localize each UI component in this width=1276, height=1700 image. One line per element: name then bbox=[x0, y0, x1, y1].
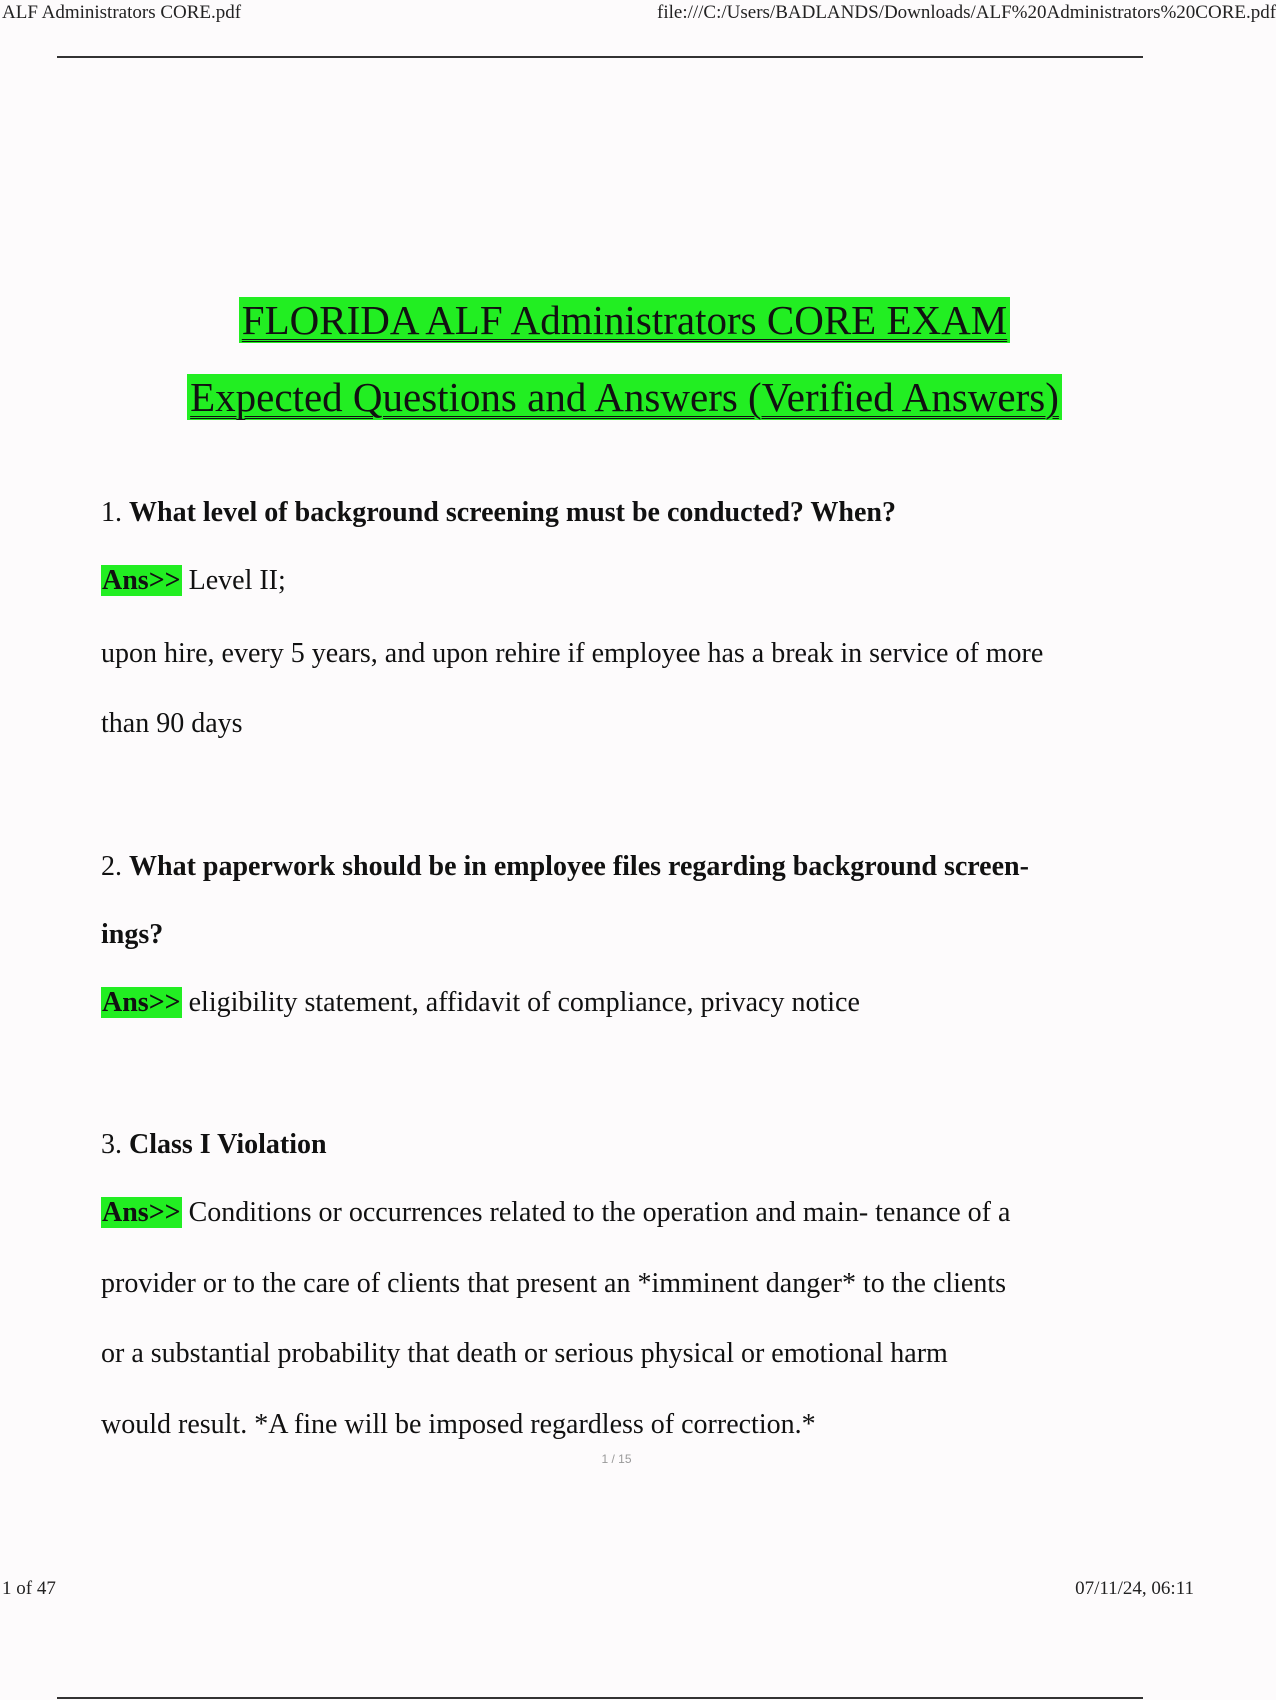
answer-line: than 90 days bbox=[101, 708, 243, 739]
document-title bbox=[0, 293, 1249, 347]
question-number: 2. bbox=[101, 851, 122, 882]
answer-label: Ans>> bbox=[102, 1197, 181, 1228]
answer-line: provider or to the care of clients that present an *imminent danger* to the clients bbox=[101, 1268, 1007, 1299]
document-subtitle-text: Expected Questions and Answers (Verified Answers) bbox=[187, 374, 1062, 420]
answer-text: Conditions or occurrences related to the operation and main- tenance of a bbox=[181, 1197, 1011, 1228]
print-footer-page: 1 of 47 bbox=[2, 1578, 56, 1599]
answer-line: upon hire, every 5 years, and upon rehire if employee has a break in service of more bbox=[101, 638, 1044, 669]
answer-2 bbox=[101, 984, 860, 1022]
question-3 bbox=[101, 1126, 327, 1164]
bottom-rule bbox=[57, 1697, 1143, 1699]
question-text: ings? bbox=[101, 919, 164, 950]
question-number: 1. bbox=[101, 497, 122, 528]
answer-label: Ans>> bbox=[102, 565, 181, 596]
document-subtitle bbox=[0, 370, 1249, 424]
answer-label: Ans>> bbox=[102, 987, 181, 1018]
question-number: 3. bbox=[101, 1129, 122, 1160]
print-header-title: ALF Administrators CORE.pdf bbox=[2, 2, 242, 23]
page-counter: 1 / 15 bbox=[601, 1452, 632, 1466]
question-2-continued bbox=[101, 916, 163, 954]
question-2 bbox=[101, 848, 1029, 886]
answer-line: or a substantial probability that death or serious physical or emotional harm bbox=[101, 1338, 948, 1369]
question-text: What level of background screening must be conducted? When? bbox=[129, 497, 896, 528]
print-footer-datetime: 07/11/24, 06:11 bbox=[1075, 1578, 1194, 1599]
answer-1 bbox=[101, 562, 286, 600]
answer-line: would result. *A fine will be imposed regardless of correction.* bbox=[101, 1409, 816, 1440]
answer-text: Level II; bbox=[181, 565, 286, 596]
answer-3 bbox=[101, 1194, 1010, 1232]
answer-text: eligibility statement, affidavit of compliance, privacy notice bbox=[181, 987, 860, 1018]
question-text: What paperwork should be in employee files regarding background screen- bbox=[129, 851, 1029, 882]
top-rule bbox=[57, 56, 1143, 58]
question-text: Class I Violation bbox=[129, 1129, 327, 1160]
document-title-text: FLORIDA ALF Administrators CORE EXAM bbox=[239, 297, 1010, 343]
print-header-path: file:///C:/Users/BADLANDS/Downloads/ALF%20Administrators%20CORE.pdf bbox=[657, 2, 1276, 23]
question-1 bbox=[101, 494, 896, 532]
